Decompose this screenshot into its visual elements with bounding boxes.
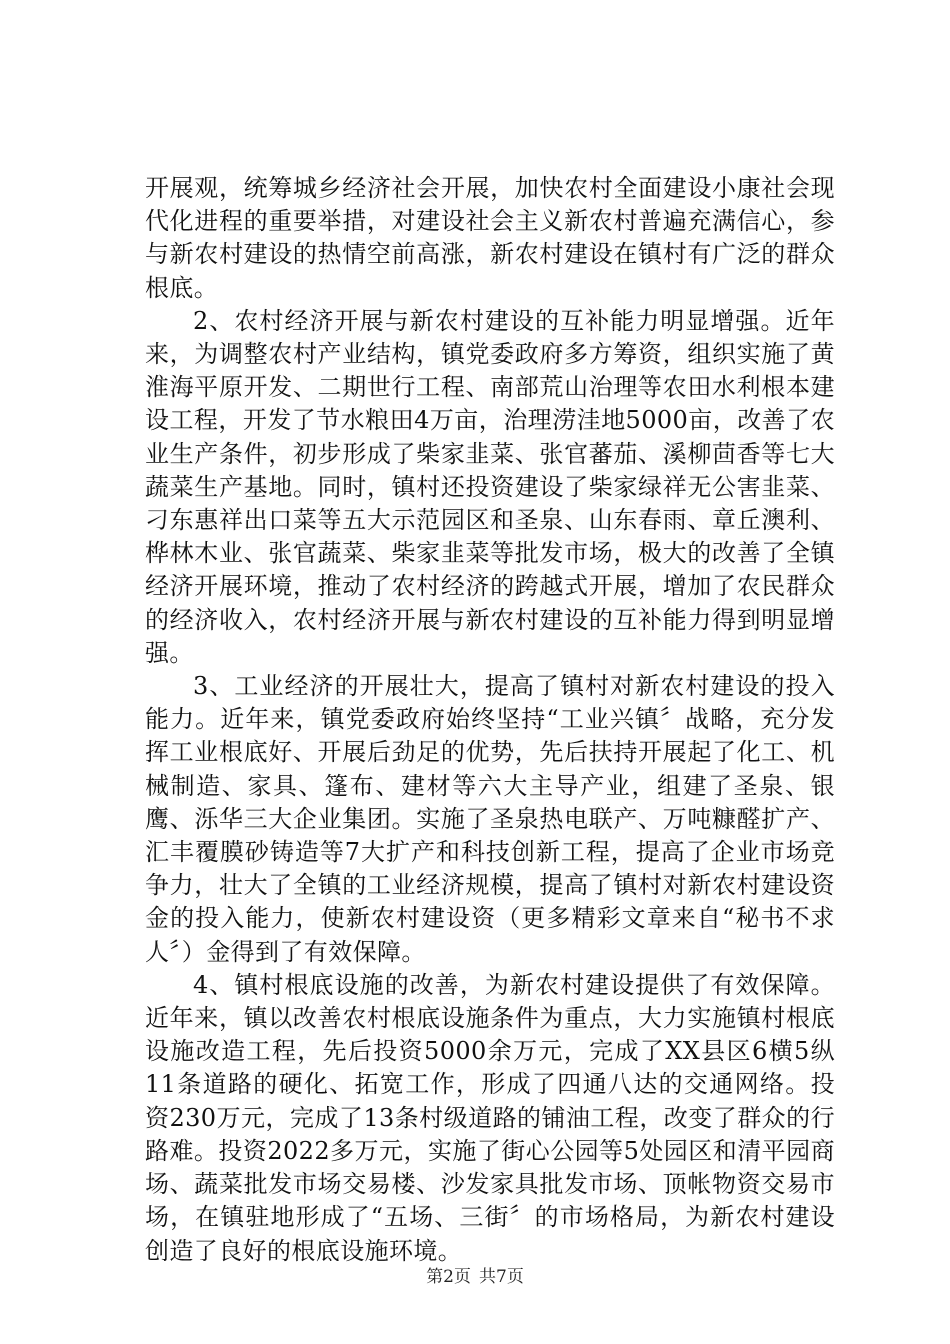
paragraph-continuation: 开展观，统筹城乡经济社会开展，加快农村全面建设小康社会现代化进程的重要举措，对建设社会主义新农村普遍充满信心，参与新农村建设的热情空前高涨，新农村建设在镇村有广泛的群众根底。 xyxy=(145,174,835,302)
paragraph-3-industry: 3、工业经济的开展壮大，提高了镇村对新农村建设的投入能力。近年来，镇党委政府始终坚持“工业兴镇〞战略，充分发挥工业根底好、开展后劲足的优势，先后扶持开展起了化工、机械制造、家具、篷布、建材等六大主导产业，组建了圣泉、银鹰、泺华三大企业集团。实施了圣泉热电联产、万吨糠醛扩产、汇丰覆膜砂铸造等7大扩产和科技创新工程，提高了企业市场竞争力，壮大了全镇的工业经济规模，提高了镇村对新农村建设资金的投入能力，使新农村建设资（更多精彩文章来自“秘书不求人〞）金得到了有效保障。 xyxy=(145,672,835,966)
page-number: 第2页 xyxy=(426,1267,471,1287)
page-total: 共7页 xyxy=(479,1267,524,1287)
paragraph-4-infrastructure: 4、镇村根底设施的改善，为新农村建设提供了有效保障。近年来，镇以改善农村根底设施条件为重点，大力实施镇村根底设施改造工程，先后投资5000余万元，完成了XX县区6横5纵11条道路的硬化、拓宽工作，形成了四通八达的交通网络。投资230万元，完成了13条村级道路的铺油工程，改变了群众的行路难。投资2022多万元，实施了街心公园等5处园区和清平园商场、蔬菜批发市场交易楼、沙发家具批发市场、顶帐物资交易市场，在镇驻地形成了“五场、三街〞的市场格局，为新农村建设创造了良好的根底设施环境。 xyxy=(145,970,835,1265)
document-body xyxy=(145,172,835,1268)
paragraph-2-agriculture: 2、农村经济开展与新农村建设的互补能力明显增强。近年来，为调整农村产业结构，镇党委政府多方筹资，组织实施了黄淮海平原开发、二期世行工程、南部荒山治理等农田水利根本建设工程，开发了节水粮田4万亩，治理涝洼地5000亩，改善了农业生产条件，初步形成了柴家韭菜、张官蕃茄、溪柳茴香等七大蔬菜生产基地。同时，镇村还投资建设了柴家绿祥无公害韭菜、刁东惠祥出口菜等五大示范园区和圣泉、山东春雨、章丘澳利、桦林木业、张官蔬菜、柴家韭菜等批发市场，极大的改善了全镇经济开展环境，推动了农村经济的跨越式开展，增加了农民群众的经济收入，农村经济开展与新农村建设的互补能力得到明显增强。 xyxy=(145,306,835,667)
page-footer xyxy=(0,1262,950,1287)
